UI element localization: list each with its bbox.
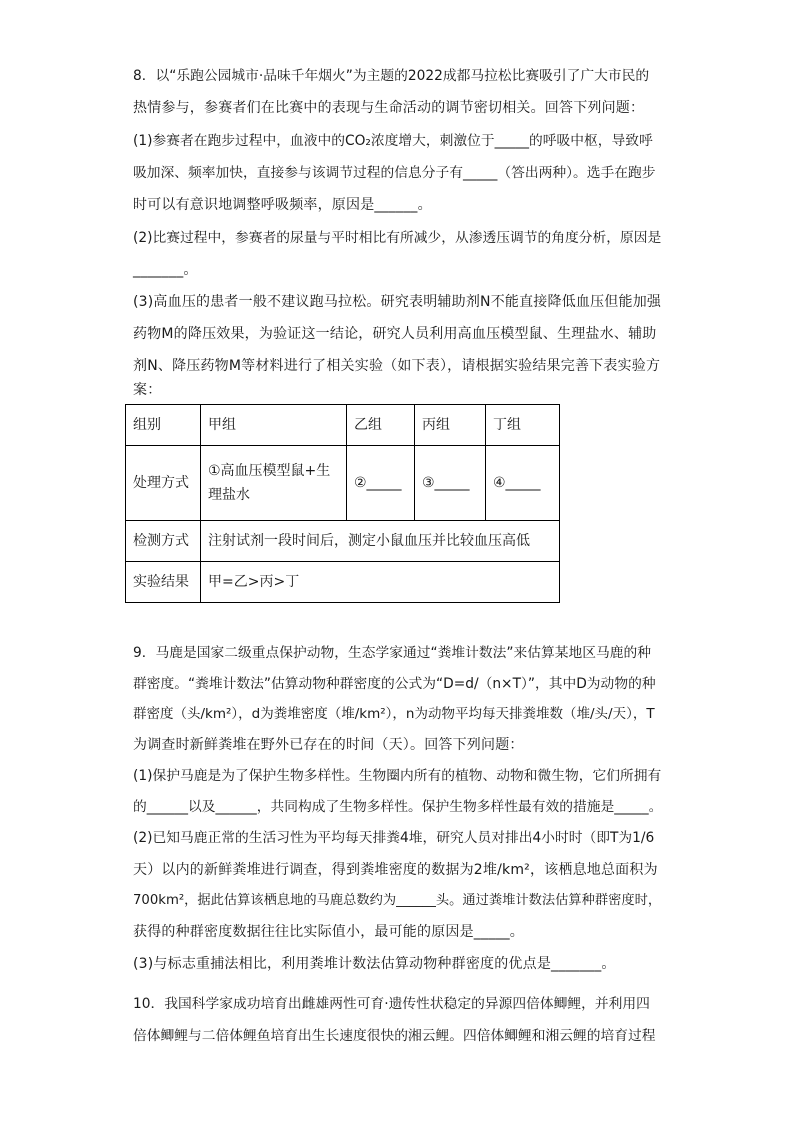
q8-line-7: _______。 <box>133 262 198 278</box>
q8-line-11: 案： <box>133 382 162 398</box>
q9-line-6: 的______以及______，共同构成了生物多样性。保护生物多样性最有效的措施是_____。 <box>133 799 663 815</box>
q9-line-10: 获得的种群密度数据往往比实际值小，最可能的原因是_____。 <box>133 924 524 940</box>
q9-line-2: 群密度。“粪堆计数法”估算动物种群密度的公式为“D=d/（n×T）”，其中D为动物的种 <box>133 676 656 692</box>
table-header-cell: 丁组 <box>486 405 560 446</box>
q8-line-1: 8．以“乐跑公园城市·品味千年烟火”为主题的2022成都马拉松比赛吸引了广大市民的 <box>133 68 650 84</box>
table-header-cell: 组别 <box>126 405 201 446</box>
table-header-cell: 甲组 <box>201 405 347 446</box>
q8-line-5: 时可以有意识地调整呼吸频率，原因是______。 <box>133 197 432 213</box>
q9-line-4: 为调查时新鲜粪堆在野外已存在的时间（天）。回答下列问题： <box>133 737 524 753</box>
table-cell: 甲=乙>丙>丁 <box>201 562 560 603</box>
table-row-label: 检测方式 <box>126 521 201 562</box>
q10-line-1: 10．我国科学家成功培育出雌雄两性可育·遗传性状稳定的异源四倍体鲫鲤，并利用四 <box>133 996 650 1012</box>
q9-line-3: 群密度（头/km²），d为粪堆密度（堆/km²），n为动物平均每天排粪堆数（堆/头/天），T <box>133 706 655 722</box>
answer-blank-cell: ②_____ <box>347 446 415 521</box>
table-row-label: 实验结果 <box>126 562 201 603</box>
q9-line-5: (1)保护马鹿是为了保护生物多样性。生物圈内所有的植物、动物和微生物，它们所拥有 <box>133 768 662 784</box>
table-header-row <box>126 405 560 446</box>
table-row <box>126 446 560 521</box>
q8-line-9: 药物M的降压效果，为验证这一结论，研究人员利用高血压模型鼠、生理盐水、辅助 <box>133 326 657 342</box>
q8-line-10: 剂N、降压药物M等材料进行了相关实验（如下表），请根据实验结果完善下表实验方 <box>133 358 661 374</box>
table-cell: 注射试剂一段时间后，测定小鼠血压并比较血压高低 <box>201 521 560 562</box>
answer-blank-cell: ③_____ <box>415 446 486 521</box>
q9-line-1: 9．马鹿是国家二级重点保护动物，生态学家通过“粪堆计数法”来估算某地区马鹿的种 <box>133 645 651 661</box>
q9-line-11: (3)与标志重捕法相比，利用粪堆计数法估算动物种群密度的优点是_______。 <box>133 956 616 972</box>
table-cell: ①高血压模型鼠+生理盐水 <box>201 446 347 521</box>
q9-line-7: (2)已知马鹿正常的生活习性为平均每天排粪4堆，研究人员对排出4小时时（即T为1/6 <box>133 830 655 846</box>
answer-blank-cell: ④_____ <box>486 446 560 521</box>
q8-line-3: (1)参赛者在跑步过程中，血液中的CO₂浓度增大，刺激位于_____的呼吸中枢，导致呼 <box>133 133 653 149</box>
q9-line-8: 天）以内的新鲜粪堆进行调查，得到粪堆密度的数据为2堆/km²，该栖息地总面积为 <box>133 862 658 878</box>
q9-line-9: 700km²，据此估算该栖息地的马鹿总数约为______头。通过粪堆计数法估算种群密度时， <box>133 893 662 908</box>
q8-line-2: 热情参与，参赛者们在比赛中的表现与生命活动的调节密切相关。回答下列问题： <box>133 100 645 116</box>
table-header-cell: 乙组 <box>347 405 415 446</box>
experiment-table <box>125 404 560 603</box>
table-header-cell: 丙组 <box>415 405 486 446</box>
table-row-label: 处理方式 <box>126 446 201 521</box>
q8-line-8: (3)高血压的患者一般不建议跑马拉松。研究表明辅助剂N不能直接降低血压但能加强 <box>133 294 662 310</box>
table-row <box>126 521 560 562</box>
q8-line-4: 吸加深、频率加快，直接参与该调节过程的信息分子有_____（答出两种）。选手在跑步 <box>133 165 656 181</box>
q8-line-6: (2)比赛过程中，参赛者的尿量与平时相比有所减少，从渗透压调节的角度分析，原因是 <box>133 230 662 246</box>
table-row <box>126 562 560 603</box>
q10-line-2: 倍体鲫鲤与二倍体鲤鱼培育出生长速度很快的湘云鲤。四倍体鲫鲤和湘云鲤的培育过程 <box>133 1028 656 1044</box>
